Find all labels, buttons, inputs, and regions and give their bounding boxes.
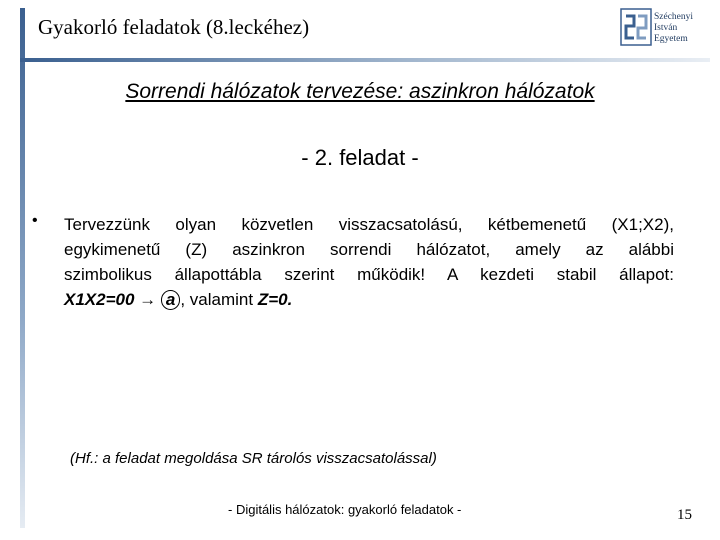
description-line-1: Tervezzünk olyan közvetlen visszacsatolású, kétbemenetű (X1;X2), bbox=[64, 215, 674, 234]
slide-header-title: Gyakorló feladatok (8.leckéhez) bbox=[38, 15, 310, 39]
logo-line-2: István bbox=[654, 23, 678, 33]
task-description bbox=[64, 212, 674, 312]
description-line-3: szimbolikus állapottábla szerint működik! A kezdeti stabil állapot: bbox=[64, 265, 674, 284]
page-number: 15 bbox=[677, 507, 692, 523]
logo-text bbox=[654, 12, 693, 45]
description-line-2: egykimenetű (Z) aszinkron sorrendi hálózatot, amely az alábbi bbox=[64, 240, 674, 259]
bullet-point: • bbox=[32, 212, 38, 229]
university-logo bbox=[620, 8, 715, 52]
slide-subtitle: Sorrendi hálózatok tervezése: aszinkron hálózatok bbox=[125, 80, 595, 103]
description-line-4 bbox=[64, 287, 674, 312]
logo-line-1: Széchenyi bbox=[654, 12, 694, 22]
description-connector: , valamint bbox=[180, 290, 254, 309]
logo-line-3: Egyetem bbox=[654, 34, 688, 44]
initial-state-circle: a bbox=[161, 290, 180, 310]
header-divider bbox=[20, 58, 710, 62]
homework-hint: (Hf.: a feladat megoldása SR tárolós visszacsatolással) bbox=[70, 450, 437, 467]
initial-input-formula: X1X2=00 → bbox=[64, 290, 157, 309]
sze-logo-icon bbox=[620, 8, 652, 48]
initial-output-formula: Z=0. bbox=[257, 290, 293, 309]
task-title: - 2. feladat - bbox=[301, 145, 419, 170]
footer-text: - Digitális hálózatok: gyakorló feladatok - bbox=[228, 502, 462, 517]
